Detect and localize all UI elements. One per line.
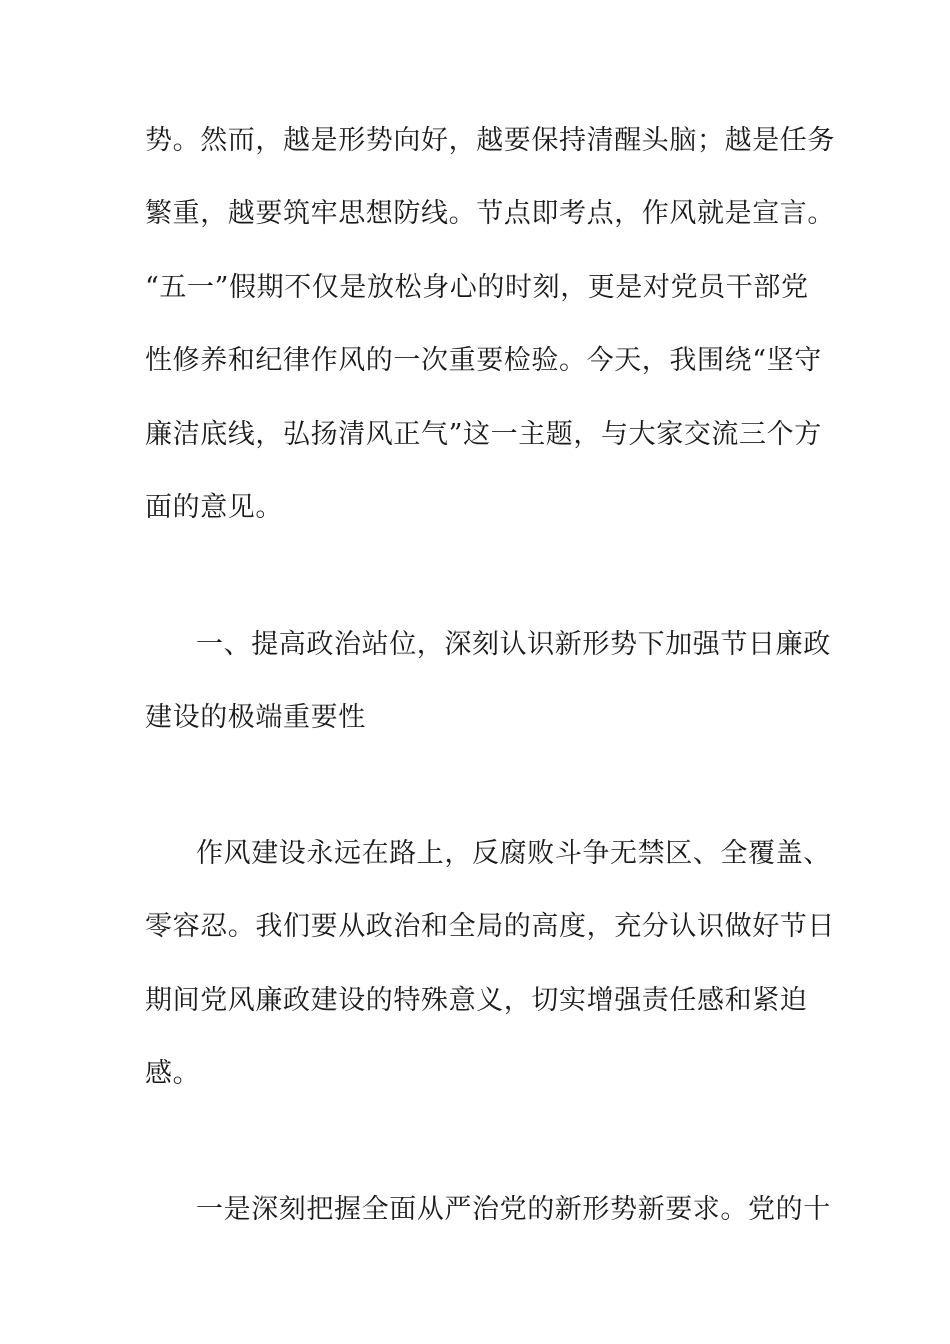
paragraph-1-line-1: 势。然而，越是形势向好，越要保持清醒头脑；越是任务 xyxy=(145,125,835,156)
paragraph-2-line-3: 期间党风廉政建设的特殊意义，切实增强责任感和紧迫 xyxy=(145,985,808,1016)
paragraph-1-line-4: 性修养和纪律作风的一次重要检验。今天，我围绕“坚守 xyxy=(145,345,822,376)
paragraph-3-line-1: 一是深刻把握全面从严治党的新形势新要求。党的十 xyxy=(196,1194,831,1225)
section-heading-line-2: 建设的极端重要性 xyxy=(145,702,366,733)
section-heading-line-1: 一、提高政治站位，深刻认识新形势下加强节日廉政 xyxy=(196,629,831,660)
paragraph-1-line-5: 廉洁底线，弘扬清风正气”这一主题，与大家交流三个方 xyxy=(145,419,822,450)
paragraph-2-line-4: 感。 xyxy=(145,1058,201,1089)
paragraph-1-line-6: 面的意见。 xyxy=(145,492,283,523)
paragraph-1-line-3: “五一”假期不仅是放松身心的时刻，更是对党员干部党 xyxy=(145,272,809,303)
paragraph-2-line-2: 零容忍。我们要从政治和全局的高度，充分认识做好节日 xyxy=(145,911,835,942)
paragraph-1-line-2: 繁重，越要筑牢思想防线。节点即考点，作风就是宣言。 xyxy=(145,198,835,229)
paragraph-2-line-1: 作风建设永远在路上，反腐败斗争无禁区、全覆盖、 xyxy=(196,838,831,869)
